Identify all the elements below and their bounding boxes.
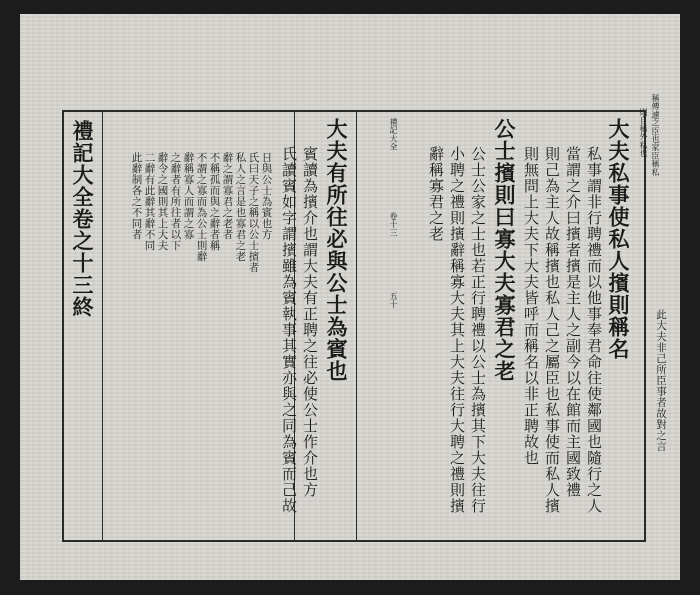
column-divider [102, 112, 103, 540]
commentary-2-line-3: 辭稱寡君之老 [427, 146, 445, 242]
text-frame [62, 110, 646, 542]
small-commentary-line: 辭令之國則其上大夫 [156, 152, 169, 251]
marginal-note-right-second: 則自稱外私也 [639, 108, 648, 158]
center-book-name: 禮記大全 [389, 118, 398, 151]
heading-2: 公士擯則曰寡大夫寡君之老 [492, 118, 517, 382]
center-volume: 卷十三 [389, 212, 398, 237]
small-commentary-line: 氏曰天子之稱以公士擯者 [247, 152, 260, 273]
column-divider [356, 112, 357, 540]
book-page [20, 14, 680, 580]
commentary-1-line-2: 當謂之介曰擯者擯是主人之副今以在館而主國致禮 [564, 146, 582, 498]
small-commentary-line: 辭稱寡人而謂之寡 [182, 152, 195, 240]
commentary-1-line-1: 私事謂非行聘禮而以他事奉君命往使鄰國也隨行之人 [585, 146, 603, 514]
small-commentary-line: 日與公士為賓也方 [260, 152, 273, 240]
commentary-1-line-4: 則無問上大夫下大夫皆呼而稱名以非正聘故也 [522, 146, 540, 466]
volume-end-title: 禮記大全卷之十三終 [70, 120, 95, 318]
marginal-note-right-top: 稱傳遽之臣也家臣稱私 [651, 94, 660, 176]
commentary-3-line-2: 氏讀賓如字謂擯雖為賓執事其實亦與之同為賓而己故 [280, 146, 298, 514]
small-commentary-line: 私人之言是也寡君之老 [234, 152, 247, 262]
small-commentary-line: 之辭者有所往者以下 [169, 152, 182, 251]
commentary-1-line-3: 則己為主人故稱擯也私人己之屬臣也私事使而私人擯 [543, 146, 561, 514]
commentary-2-line-2: 小聘之禮則擯辭稱寡大夫其上大夫往行大聘之禮則擯 [448, 146, 466, 514]
center-page-number: 五十 [389, 292, 398, 309]
small-commentary-line: 此辭制各之不同者 [130, 152, 143, 240]
heading-1: 大夫私事使私人擯則稱名 [606, 118, 631, 360]
small-commentary-line: 辭之謂寡君之老者 [221, 152, 234, 240]
marginal-note-side: 此大夫非己所臣事者故對之言 [655, 309, 667, 452]
small-commentary-line: 二辭有此辭其辭不同 [143, 152, 156, 251]
small-commentary-line: 不稱孤而與之辭者稱 [208, 152, 221, 251]
commentary-3-line-1: 賓讀為擯介也謂大夫有正聘之往必使公士作介也方 [301, 146, 319, 498]
commentary-2-line-1: 公士公家之士也若正行聘禮以公士為擯其下大夫往行 [469, 146, 487, 514]
small-commentary-line: 不謂之寡而為公士則辭 [195, 152, 208, 262]
heading-3: 大夫有所往必與公士為賓也 [324, 118, 349, 382]
